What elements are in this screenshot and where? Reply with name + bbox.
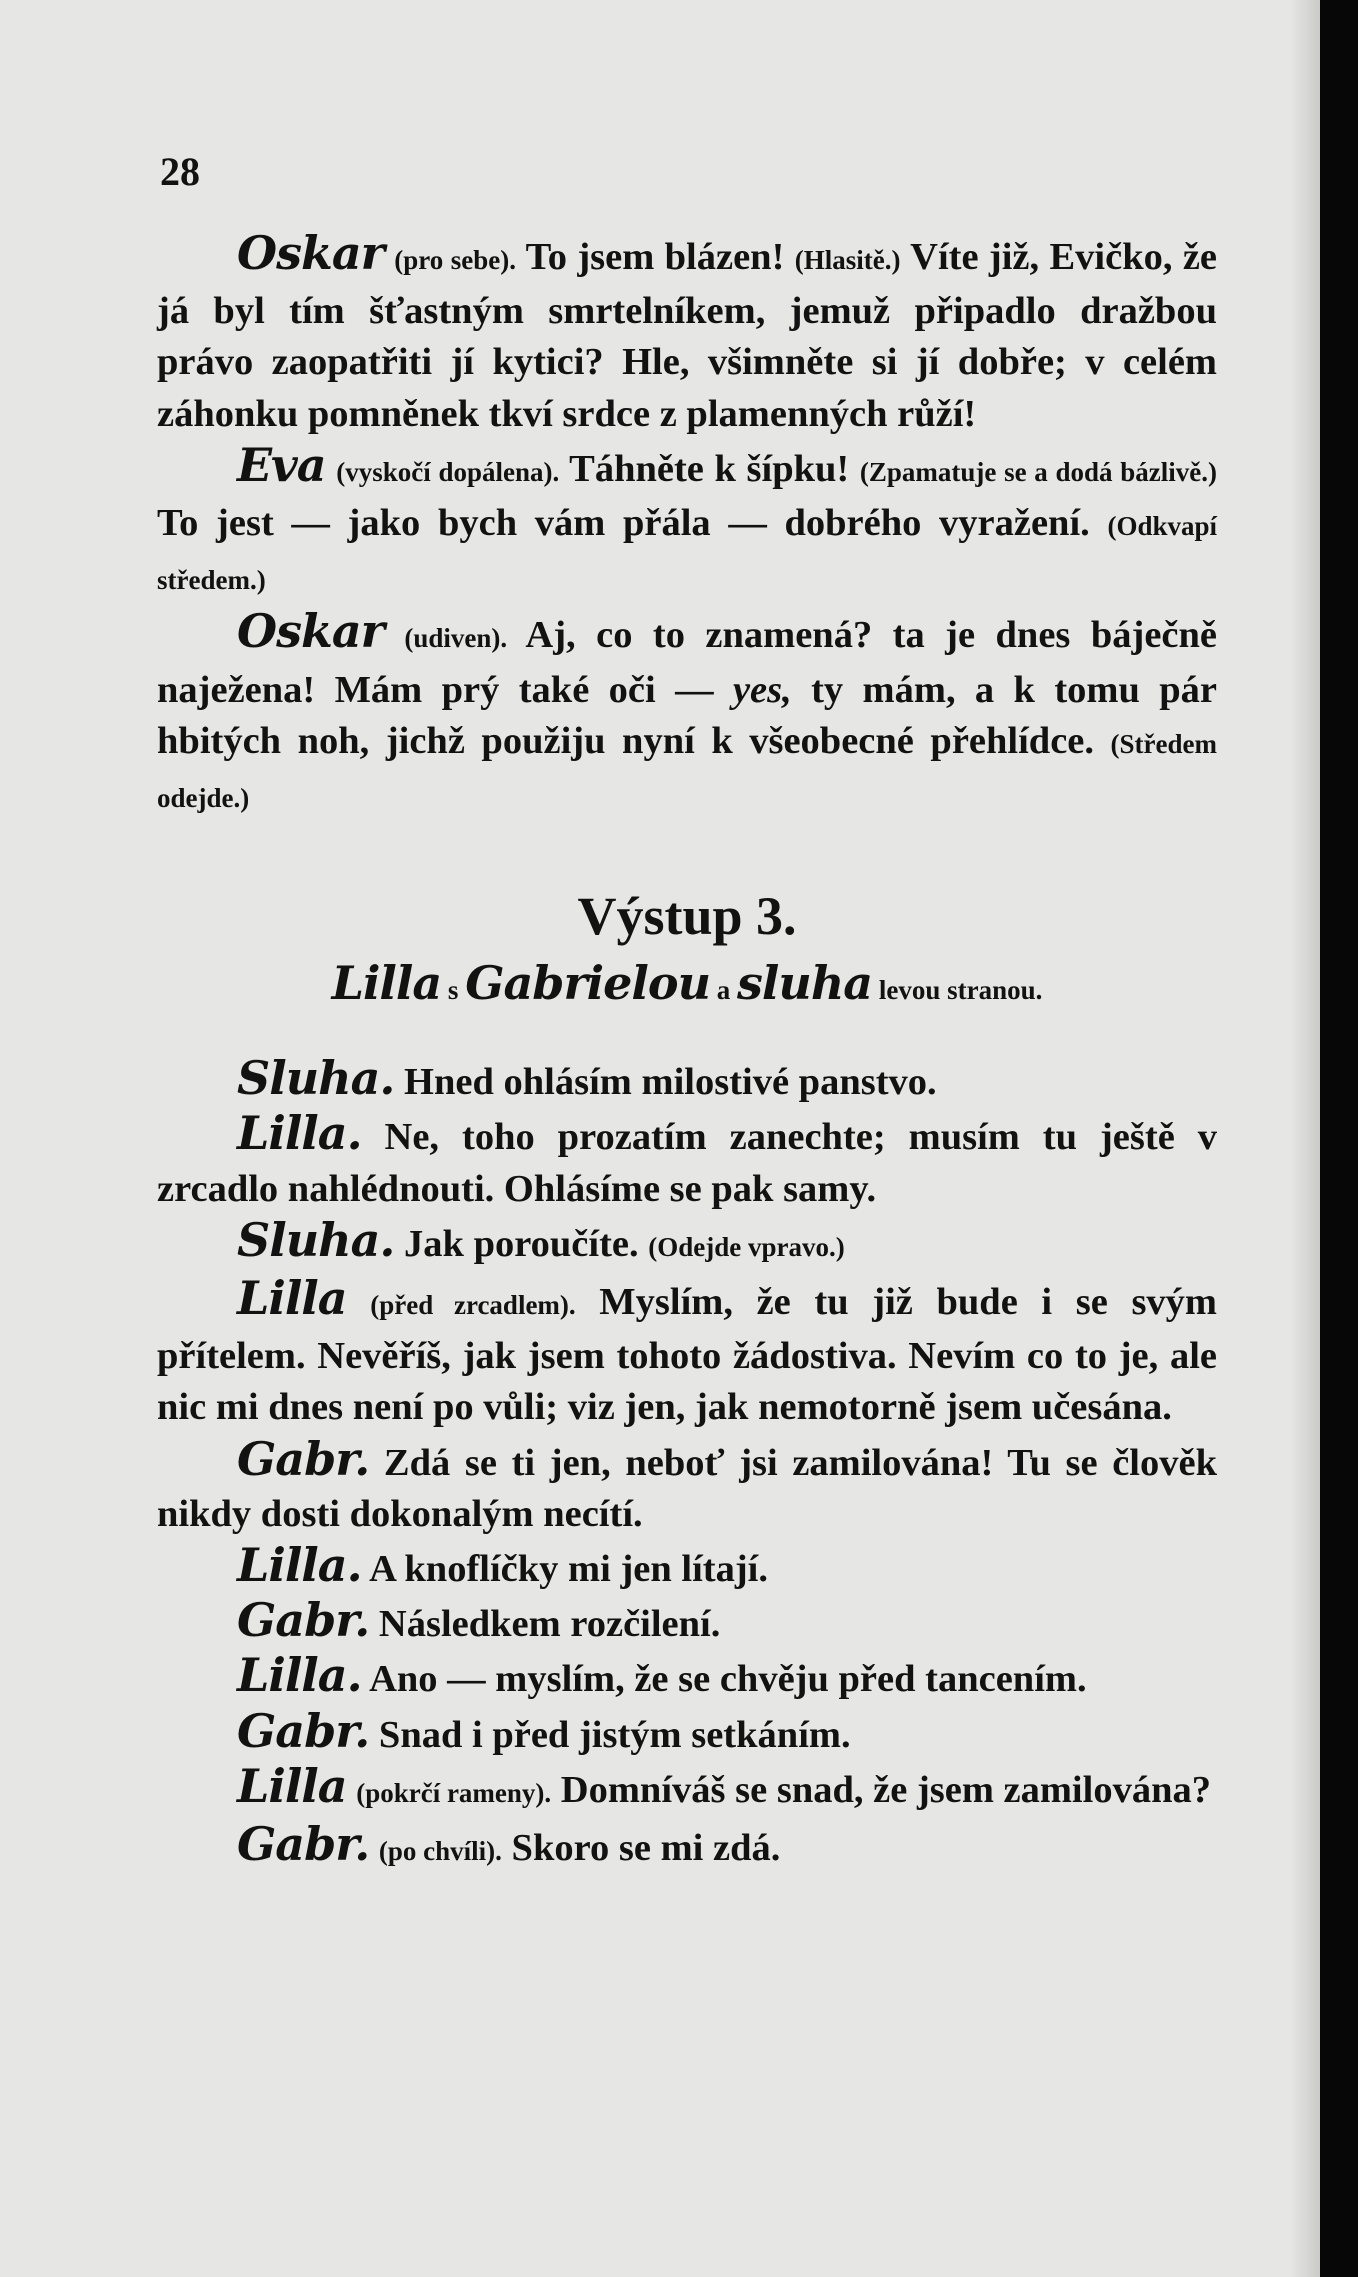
stage-direction: (před zrcadlem). (370, 1290, 576, 1321)
text-run: Ne, toho prozatím zanechte; musím tu ještě v zrcadlo nahlédnouti. Ohlásíme se pak samy. (157, 1116, 1217, 1210)
speaker-name: Sluha. (237, 1051, 395, 1106)
speaker-name: Lilla (237, 1271, 347, 1326)
dialogue-line (157, 1212, 1217, 1273)
speaker-name: sluha (737, 956, 873, 1011)
stage-direction: s (441, 975, 466, 1006)
text-run (326, 448, 337, 490)
text-run (347, 1769, 357, 1811)
text-run: Aj, co to znamená? ta je dnes báječně naježena! Mám prý také oči — (157, 614, 1217, 711)
text-run: Táhněte k šípku! (559, 447, 860, 490)
paragraph (157, 606, 1217, 824)
text-run: Zdá se ti jen, neboť jsi zamilována! Tu se člověk nikdy dosti dokonalým necítí. (157, 1441, 1217, 1535)
stage-direction: (vyskočí dopálena). (336, 456, 560, 487)
speaker-name: Lilla. (237, 1106, 362, 1161)
text-run: Domníváš se snad, že jsem zamilována? (551, 1768, 1211, 1811)
text-run: To jsem blázen! (515, 236, 795, 278)
page-text (157, 228, 1217, 1877)
stage-direction: (pro sebe). (394, 245, 516, 275)
stage-direction: (po chvíli). (378, 1836, 502, 1867)
dialogue-line (157, 1273, 1217, 1434)
speaker-name: Gabr. (237, 1817, 370, 1872)
page-gutter-shadow (1290, 0, 1320, 2277)
dialogue-line (157, 1650, 1217, 1705)
speaker-name: Eva (237, 437, 326, 492)
text-run: Skoro se mi zdá. (501, 1827, 781, 1870)
stage-direction: (Odejde vpravo.) (648, 1231, 845, 1262)
speaker-name: Gabrielou (465, 956, 711, 1011)
speaker-name: Sluha. (237, 1212, 395, 1267)
scene-heading: Výstup 3. (577, 886, 797, 947)
text-run: ty mám, a k tomu pár hbitých noh, jichž použiju nyní k všeobecné přehlídce. (157, 668, 1217, 762)
speaker-name: Lilla. (237, 1538, 362, 1593)
dialogue-line (157, 1108, 1217, 1214)
stage-direction: (udiven). (404, 623, 508, 654)
text-run: A knoflíčky mi jen lítají. (361, 1548, 769, 1591)
page-number: 28 (160, 149, 200, 194)
text-run (384, 236, 394, 278)
stage-direction: levou stranou. (872, 975, 1043, 1006)
stage-direction: a (710, 975, 738, 1006)
text-run (384, 614, 404, 656)
dialogue-line (157, 1431, 1217, 1540)
text-run (369, 1827, 379, 1869)
dialogue-line (157, 1053, 1217, 1108)
intro-paragraphs (157, 228, 1217, 824)
speaker-name: Lilla (331, 956, 442, 1011)
speaker-name: Lilla. (237, 1648, 362, 1703)
text-run: Hned ohlásím milostivé panstvo. (394, 1061, 937, 1104)
stage-direction: (Zpamatuje se a dodá bázlivě.) (859, 456, 1218, 487)
text-run (347, 1281, 371, 1323)
text-run: Následkem rozčilení. (369, 1603, 721, 1646)
stage-direction: (Odkvapí středem.) (157, 511, 1217, 596)
stage-direction: (Středem odejde.) (157, 728, 1217, 814)
text-run: Jak poroučíte. (394, 1222, 649, 1265)
text-run: To jest — jako bych vám přála — dobrého vyražení. (157, 502, 1108, 545)
speaker-name: Oskar (237, 604, 384, 659)
speaker-name: Gabr. (237, 1593, 370, 1648)
text-run: Myslím, že tu již bude i se svým přítelem. Nevěříš, jak jsem tohoto žádostiva. Nevím co to je, ale nic mi dnes není po vůli; viz jen, jak nemotorně jsem učesána. (157, 1281, 1218, 1429)
speaker-name: Lilla (237, 1758, 347, 1813)
speaker-name: Gabr. (237, 1703, 370, 1758)
dialogue-line (157, 1758, 1217, 1819)
text-run: Víte již, Evičko, že já byl tím šťastným smrtelníkem, jemuž připadlo dražbou právo zaopatřiti jí kytici? Hle, všimněte si jí dobře; v celém záhonku pomněnek tkví srdce z plamenných růží! (157, 236, 1217, 435)
dialogue-line (157, 1540, 1217, 1595)
text-run: Snad i před jistým setkáním. (369, 1713, 851, 1756)
emphasis: yes, (732, 668, 792, 711)
dialogue-line (157, 1819, 1217, 1877)
stage-direction: (pokrčí rameny). (356, 1777, 552, 1808)
page-edge (1320, 0, 1358, 2277)
scene-direction (157, 952, 1217, 1021)
dialogue-line (157, 1703, 1217, 1761)
paragraph (157, 437, 1218, 607)
stage-direction: (Hlasitě.) (794, 245, 901, 275)
speaker-name: Gabr. (237, 1431, 370, 1486)
speaker-name: Oskar (237, 226, 384, 280)
dialogue (157, 1053, 1217, 1877)
text-run: Ano — myslím, že se chvěju před tancením. (361, 1658, 1087, 1701)
paragraph (157, 228, 1217, 440)
dialogue-line (157, 1595, 1217, 1650)
